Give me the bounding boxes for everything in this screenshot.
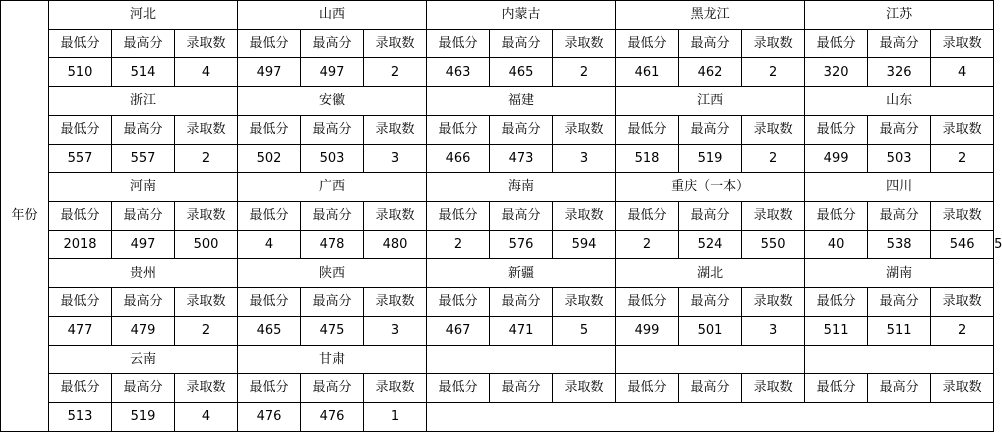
column-header-max: 最高分: [868, 288, 931, 317]
column-header-count: 录取数: [175, 288, 238, 317]
column-header-min: 最低分: [427, 29, 490, 58]
column-header-max: 最高分: [868, 29, 931, 58]
column-header-max: 最高分: [301, 202, 364, 231]
min-score-cell: 476: [238, 403, 301, 432]
column-header-min: 最低分: [49, 115, 112, 144]
column-header-min: 最低分: [238, 202, 301, 231]
column-header-max: 最高分: [112, 115, 175, 144]
region-name-cell: 新疆: [427, 259, 616, 288]
admit-count-cell: 3: [364, 316, 427, 345]
admit-count-cell: 2: [427, 230, 490, 259]
min-score-cell: 557: [49, 144, 112, 173]
column-header-count: 录取数: [553, 29, 616, 58]
region-name-cell: 湖南: [805, 259, 994, 288]
region-name-cell: 内蒙古: [427, 1, 616, 30]
column-header-row: [1, 202, 994, 231]
admit-count-cell: 2: [742, 144, 805, 173]
max-score-cell: 476: [301, 403, 364, 432]
region-name-cell: 江苏: [805, 1, 994, 30]
admit-count-cell: 2: [175, 316, 238, 345]
column-header-max: 最高分: [679, 374, 742, 403]
region-name-cell: 河北: [49, 1, 238, 30]
column-header-min: 最低分: [49, 288, 112, 317]
column-header-row: [1, 374, 994, 403]
admit-count-cell: 40: [805, 230, 868, 259]
value-row: 2018 497 500 4 478 480 2 576 594 2 524 550 40 538 546 5: [1, 230, 994, 259]
region-name-cell: 湖北: [616, 259, 805, 288]
admit-count-cell: 4: [238, 230, 301, 259]
min-score-cell: 499: [805, 144, 868, 173]
region-name-cell: 陕西: [238, 259, 427, 288]
max-score-cell: 497: [301, 58, 364, 87]
min-score-cell: 497: [112, 230, 175, 259]
region-name-cell: 黑龙江: [616, 1, 805, 30]
region-name-cell: 浙江: [49, 87, 238, 116]
min-score-cell: 511: [805, 316, 868, 345]
max-score-cell: 511: [868, 316, 931, 345]
max-score-cell: 475: [301, 316, 364, 345]
column-header-min: 最低分: [427, 288, 490, 317]
region-row: [1, 87, 994, 116]
column-header-max: 最高分: [112, 202, 175, 231]
column-header-count: 录取数: [364, 374, 427, 403]
min-score-cell: 502: [238, 144, 301, 173]
column-header-min: 最低分: [805, 115, 868, 144]
region-name-cell: 山西: [238, 1, 427, 30]
value-row: [1, 144, 994, 173]
column-header-count: 录取数: [175, 115, 238, 144]
column-header-max: 最高分: [112, 288, 175, 317]
admit-count-cell: 2: [175, 144, 238, 173]
column-header-row: [1, 288, 994, 317]
column-header-max: 最高分: [490, 374, 553, 403]
min-score-cell: 463: [427, 58, 490, 87]
admit-count-cell: 2: [931, 144, 994, 173]
min-score-cell: 499: [616, 316, 679, 345]
admit-count-cell: 2: [364, 58, 427, 87]
column-header-max: 最高分: [679, 288, 742, 317]
column-header-max: 最高分: [868, 374, 931, 403]
admit-count-cell: 3: [553, 144, 616, 173]
column-header-max: 最高分: [112, 374, 175, 403]
column-header-max: 最高分: [868, 202, 931, 231]
column-header-min: 最低分: [49, 202, 112, 231]
column-header-count: 录取数: [742, 115, 805, 144]
year-value-cell: 2018: [49, 230, 112, 259]
year-header-label: 年份: [11, 208, 38, 224]
max-score-cell: 462: [679, 58, 742, 87]
max-score-cell: 519: [679, 144, 742, 173]
column-header-min: 最低分: [49, 374, 112, 403]
column-header-min: 最低分: [427, 374, 490, 403]
region-name-cell: 贵州: [49, 259, 238, 288]
column-header-count: 录取数: [742, 202, 805, 231]
region-name-cell: 甘肃: [238, 345, 427, 374]
max-score-cell: 501: [679, 316, 742, 345]
column-header-count: 录取数: [931, 115, 994, 144]
column-header-min: 最低分: [49, 29, 112, 58]
column-header-max: 最高分: [490, 202, 553, 231]
max-score-cell: 465: [490, 58, 553, 87]
column-header-count: 录取数: [931, 202, 994, 231]
value-row: [1, 316, 994, 345]
max-score-cell: 519: [112, 403, 175, 432]
column-header-count: 录取数: [931, 29, 994, 58]
min-score-cell: 465: [238, 316, 301, 345]
empty-filler-cell: [427, 403, 994, 432]
region-row: [1, 173, 994, 202]
column-header-max: 最高分: [301, 374, 364, 403]
year-header-cell: [1, 1, 49, 432]
admit-count-cell: 2: [553, 58, 616, 87]
column-header-count: 录取数: [364, 115, 427, 144]
column-header-max: 最高分: [301, 29, 364, 58]
column-header-max: 最高分: [490, 115, 553, 144]
column-header-row: [1, 115, 994, 144]
max-score-cell: 326: [868, 58, 931, 87]
admit-count-cell: 2: [742, 58, 805, 87]
region-row: [1, 1, 994, 30]
value-row: [1, 403, 994, 432]
region-name-cell: 福建: [427, 87, 616, 116]
column-header-count: 录取数: [553, 202, 616, 231]
column-header-max: 最高分: [301, 115, 364, 144]
column-header-count: 录取数: [742, 29, 805, 58]
region-name-cell: 安徽: [238, 87, 427, 116]
min-score-cell: 466: [427, 144, 490, 173]
region-name-cell-empty: [616, 345, 805, 374]
column-header-count: 录取数: [931, 374, 994, 403]
region-name-cell: 山东: [805, 87, 994, 116]
admit-count-cell: 2: [931, 316, 994, 345]
column-header-count: 录取数: [364, 29, 427, 58]
column-header-min: 最低分: [427, 202, 490, 231]
column-header-count: 录取数: [931, 288, 994, 317]
column-header-max: 最高分: [490, 288, 553, 317]
max-score-cell: 480: [364, 230, 427, 259]
column-header-min: 最低分: [238, 374, 301, 403]
column-header-count: 录取数: [175, 202, 238, 231]
column-header-max: 最高分: [679, 115, 742, 144]
column-header-min: 最低分: [616, 115, 679, 144]
column-header-count: 录取数: [175, 374, 238, 403]
column-header-min: 最低分: [805, 288, 868, 317]
value-row: [1, 58, 994, 87]
max-score-cell: 546: [931, 230, 994, 259]
column-header-min: 最低分: [616, 288, 679, 317]
max-score-cell: 503: [868, 144, 931, 173]
column-header-max: 最高分: [679, 202, 742, 231]
min-score-cell: 576: [490, 230, 553, 259]
column-header-count: 录取数: [553, 288, 616, 317]
max-score-cell: 550: [742, 230, 805, 259]
region-row: [1, 345, 994, 374]
admit-count-cell: 3: [742, 316, 805, 345]
region-name-cell-empty: [427, 345, 616, 374]
region-name-cell: 广西: [238, 173, 427, 202]
column-header-count: 录取数: [175, 29, 238, 58]
region-name-cell: 四川: [805, 173, 994, 202]
column-header-max: 最高分: [112, 29, 175, 58]
column-header-max: 最高分: [868, 115, 931, 144]
admit-count-cell: 5: [553, 316, 616, 345]
column-header-min: 最低分: [238, 29, 301, 58]
region-row: [1, 259, 994, 288]
column-header-min: 最低分: [805, 374, 868, 403]
min-score-cell: 513: [49, 403, 112, 432]
column-header-count: 录取数: [364, 202, 427, 231]
min-score-cell: 467: [427, 316, 490, 345]
max-score-cell: 473: [490, 144, 553, 173]
column-header-min: 最低分: [238, 288, 301, 317]
region-name-cell: 重庆（一本）: [616, 173, 805, 202]
region-name-cell: 云南: [49, 345, 238, 374]
column-header-count: 录取数: [742, 374, 805, 403]
min-score-cell: 510: [49, 58, 112, 87]
max-score-cell: 500: [175, 230, 238, 259]
column-header-count: 录取数: [742, 288, 805, 317]
column-header-count: 录取数: [553, 374, 616, 403]
region-name-cell-empty: [805, 345, 994, 374]
min-score-cell: 478: [301, 230, 364, 259]
admit-count-cell: 1: [364, 403, 427, 432]
column-header-max: 最高分: [679, 29, 742, 58]
admit-count-cell: 2: [616, 230, 679, 259]
column-header-min: 最低分: [616, 202, 679, 231]
admit-count-cell: 4: [175, 58, 238, 87]
min-score-cell: 497: [238, 58, 301, 87]
min-score-cell: 538: [868, 230, 931, 259]
region-name-cell: 江西: [616, 87, 805, 116]
column-header-min: 最低分: [805, 202, 868, 231]
column-header-row: [1, 29, 994, 58]
column-header-min: 最低分: [805, 29, 868, 58]
min-score-cell: 461: [616, 58, 679, 87]
column-header-min: 最低分: [616, 374, 679, 403]
region-name-cell: 海南: [427, 173, 616, 202]
max-score-cell: 514: [112, 58, 175, 87]
max-score-cell: 594: [553, 230, 616, 259]
column-header-max: 最高分: [490, 29, 553, 58]
column-header-min: 最低分: [616, 29, 679, 58]
max-score-cell: 503: [301, 144, 364, 173]
max-score-cell: 557: [112, 144, 175, 173]
column-header-min: 最低分: [238, 115, 301, 144]
column-header-min: 最低分: [427, 115, 490, 144]
column-header-max: 最高分: [301, 288, 364, 317]
min-score-cell: 518: [616, 144, 679, 173]
min-score-cell: 524: [679, 230, 742, 259]
admit-count-cell: 4: [931, 58, 994, 87]
max-score-cell: 471: [490, 316, 553, 345]
column-header-count: 录取数: [553, 115, 616, 144]
max-score-cell: 479: [112, 316, 175, 345]
min-score-cell: 477: [49, 316, 112, 345]
column-header-count: 录取数: [364, 288, 427, 317]
admit-count-cell: 3: [364, 144, 427, 173]
admit-count-cell: 4: [175, 403, 238, 432]
min-score-cell: 320: [805, 58, 868, 87]
region-name-cell: 河南: [49, 173, 238, 202]
